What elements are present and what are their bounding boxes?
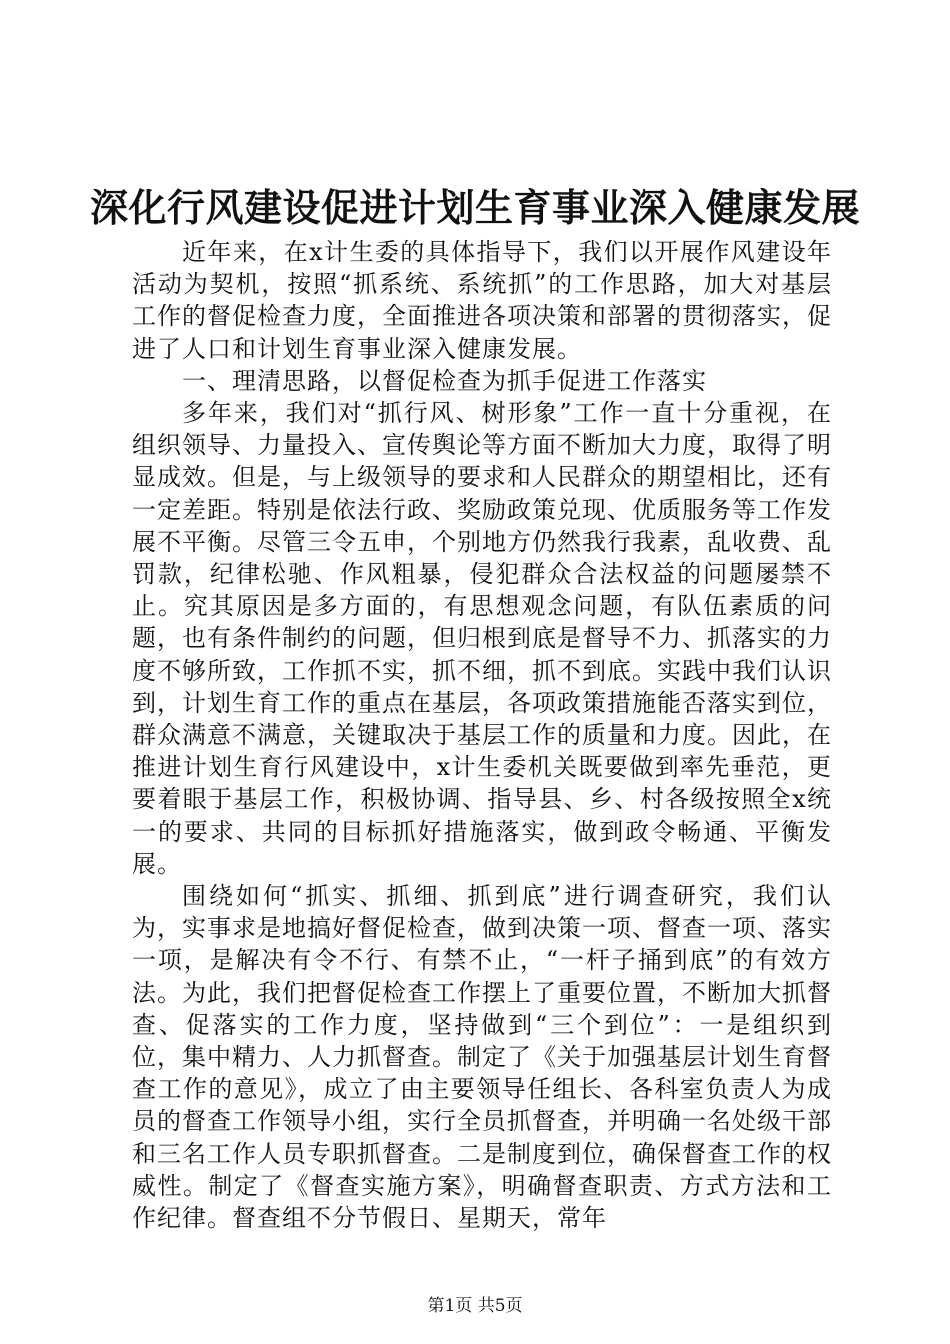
document-body	[132, 236, 832, 1234]
paragraph-intro: 近年来，在x计生委的具体指导下，我们以开展作风建设年活动为契机，按照“抓系统、系统抓”的工作思路，加大对基层工作的督促检查力度，全面推进各项决策和部署的贯彻落实，促进了人口和计划生育事业深入健康发展。	[132, 238, 832, 363]
page-number: 第1页 共5页	[427, 1296, 523, 1316]
section-heading-1: 一、理清思路，以督促检查为抓手促进工作落实	[182, 366, 707, 395]
paragraph-background: 多年来，我们对“抓行风、树形象”工作一直十分重视，在组织领导、力量投入、宣传舆论等方面不断加大力度，取得了明显成效。但是，与上级领导的要求和人民群众的期望相比，还有一定差距。特别是依法行政、奖励政策兑现、优质服务等工作发展不平衡。尽管三令五申，个别地方仍然我行我素，乱收费、乱罚款，纪律松驰、作风粗暴，侵犯群众合法权益的问题屡禁不止。究其原因是多方面的，有思想观念问题，有队伍素质的问题，也有条件制约的问题，但归根到底是督导不力、抓落实的力度不够所致，工作抓不实，抓不细，抓不到底。实践中我们认识到，计划生育工作的重点在基层，各项政策措施能否落实到位，群众满意不满意，关键取决于基层工作的质量和力度。因此，在推进计划生育行风建设中，x计生委机关既要做到率先垂范，更要着眼于基层工作，积极协调、指导县、乡、村各级按照全x统一的要求、共同的目标抓好措施落实，做到政令畅通、平衡发展。	[132, 399, 832, 878]
document-title: 深化行风建设促进计划生育事业深入健康发展	[89, 185, 860, 230]
paragraph-supervision: 围绕如何“抓实、抓细、抓到底”进行调查研究，我们认为，实事求是地搞好督促检查，做到决策一项、督查一项、落实一项，是解决有令不行、有禁不止，“一杆子捅到底”的有效方法。为此，我们把督促检查工作摆上了重要位置，不断加大抓督查、促落实的工作力度，坚持做到“三个到位”：一是组织到位，集中精力、人力抓督查。制定了《关于加强基层计划生育督查工作的意见》，成立了由主要领导任组长、各科室负责人为成员的督查工作领导小组，实行全员抓督查，并明确一名处级干部和三名工作人员专职抓督查。二是制度到位，确保督查工作的权威性。制定了《督查实施方案》，明确督查职责、方式方法和工作纪律。督查组不分节假日、星期天，常年	[132, 882, 832, 1233]
